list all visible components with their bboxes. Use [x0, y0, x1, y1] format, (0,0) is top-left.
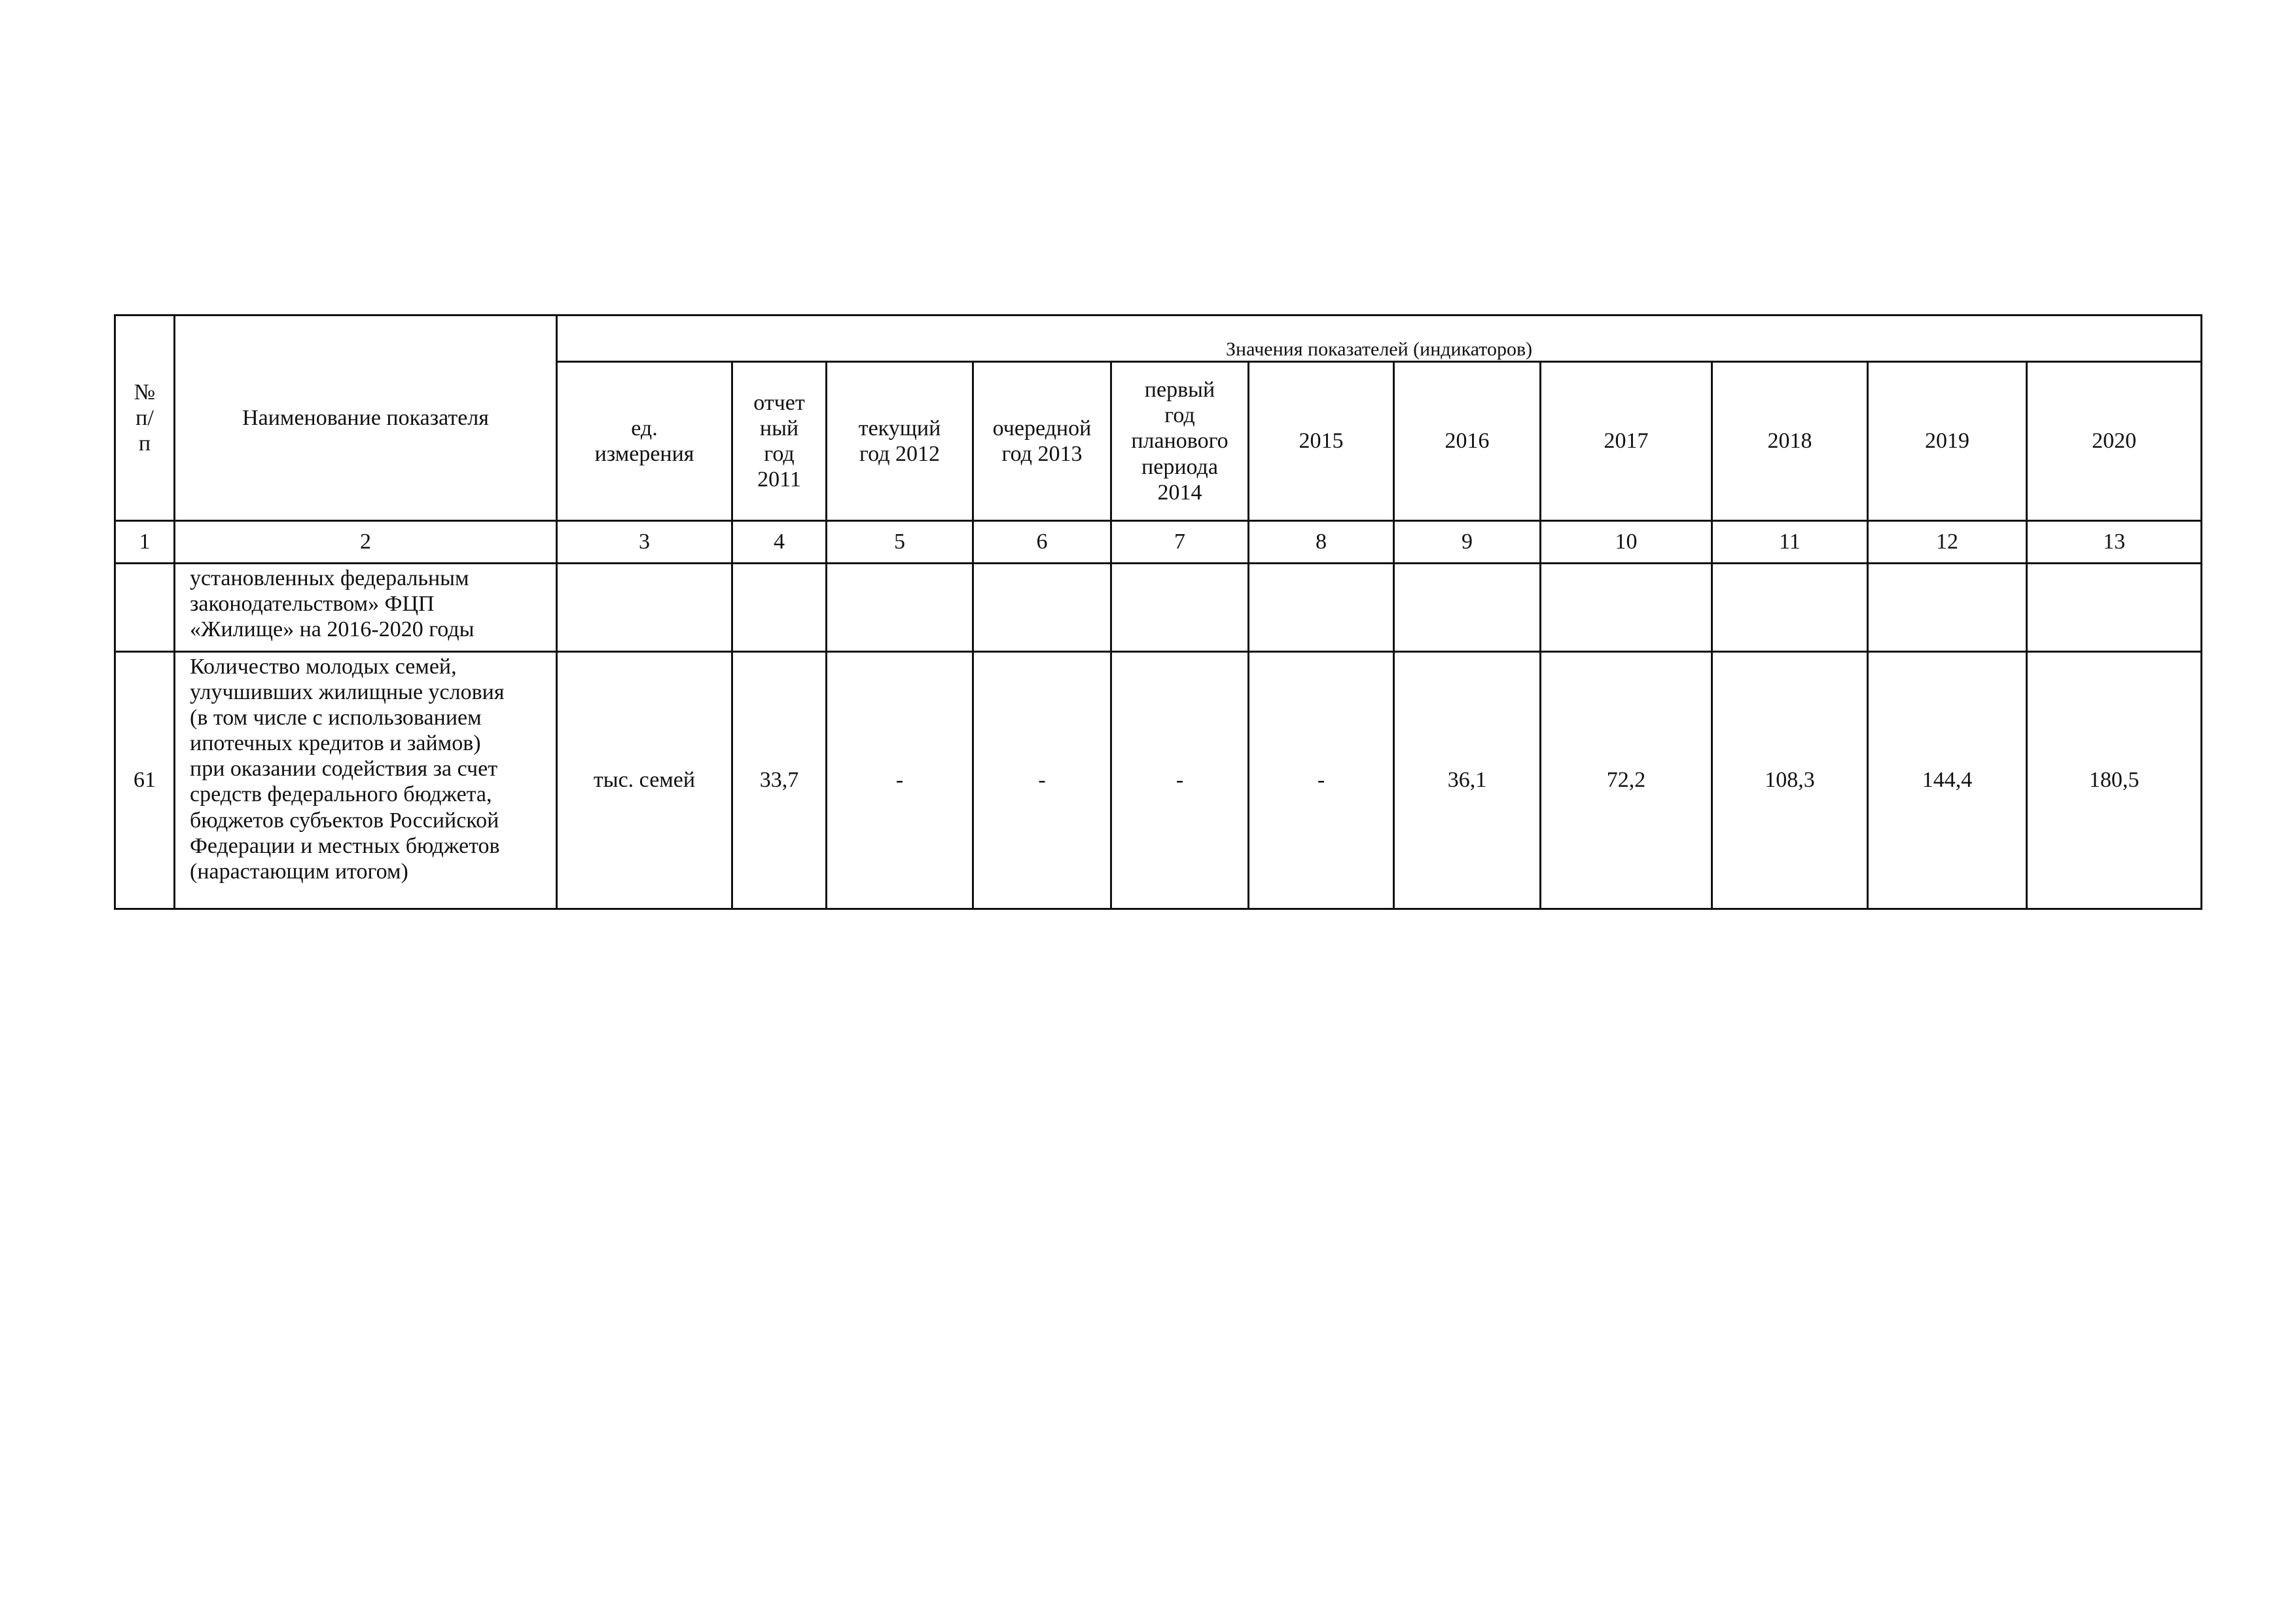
column-number: 11 — [1712, 521, 1868, 564]
empty-cell — [2027, 564, 2202, 652]
header-unit: ед. измерения — [557, 362, 732, 521]
header-year-2014: первый год планового периода 2014 — [1111, 362, 1249, 521]
empty-cell — [1394, 564, 1541, 652]
header-group-row — [115, 316, 2202, 362]
header-year-2016: 2016 — [1394, 362, 1541, 521]
column-number: 8 — [1249, 521, 1394, 564]
header-year-2012: текущий год 2012 — [827, 362, 973, 521]
column-number: 10 — [1541, 521, 1712, 564]
value-2015: - — [1249, 652, 1394, 909]
value-2019: 144,4 — [1868, 652, 2027, 909]
column-number: 5 — [827, 521, 973, 564]
indicator-name-continuation: установленных федеральным законодательством» ФЦП «Жилище» на 2016-2020 годы — [175, 564, 557, 652]
empty-cell — [973, 564, 1111, 652]
header-name: Наименование показателя — [175, 316, 557, 521]
header-year-2015: 2015 — [1249, 362, 1394, 521]
empty-cell — [1712, 564, 1868, 652]
empty-cell — [1249, 564, 1394, 652]
column-number: 7 — [1111, 521, 1249, 564]
empty-cell — [557, 564, 732, 652]
empty-cell — [1868, 564, 2027, 652]
column-number: 3 — [557, 521, 732, 564]
value-2016: 36,1 — [1394, 652, 1541, 909]
header-num: № п/ п — [115, 316, 175, 521]
empty-cell — [1541, 564, 1712, 652]
header-year-2017: 2017 — [1541, 362, 1712, 521]
column-number: 12 — [1868, 521, 2027, 564]
value-2011: 33,7 — [732, 652, 827, 909]
column-number: 13 — [2027, 521, 2202, 564]
column-number: 6 — [973, 521, 1111, 564]
header-year-2020: 2020 — [2027, 362, 2202, 521]
header-group-title: Значения показателей (индикаторов) — [557, 316, 2202, 362]
value-2018: 108,3 — [1712, 652, 1868, 909]
value-2014: - — [1111, 652, 1249, 909]
indicator-unit: тыс. семей — [557, 652, 732, 909]
indicators-table — [114, 314, 2202, 910]
empty-cell — [115, 564, 175, 652]
table-row-61 — [115, 652, 2202, 909]
column-number: 4 — [732, 521, 827, 564]
value-2012: - — [827, 652, 973, 909]
header-year-2018: 2018 — [1712, 362, 1868, 521]
column-number: 1 — [115, 521, 175, 564]
column-number: 2 — [175, 521, 557, 564]
table-row-continuation — [115, 564, 2202, 652]
value-2020: 180,5 — [2027, 652, 2202, 909]
column-numbers-row — [115, 521, 2202, 564]
indicator-name: Количество молодых семей, улучшивших жилищные условия (в том числе с использованием ипотечных кредитов и займов) при оказании содействия за счет средств федерального бюджета, бюджетов субъектов Российской Федерации и местных бюджетов (нарастающим итогом) — [175, 652, 557, 909]
empty-cell — [827, 564, 973, 652]
header-year-2019: 2019 — [1868, 362, 2027, 521]
empty-cell — [1111, 564, 1249, 652]
value-2017: 72,2 — [1541, 652, 1712, 909]
column-number: 9 — [1394, 521, 1541, 564]
row-number: 61 — [115, 652, 175, 909]
empty-cell — [732, 564, 827, 652]
value-2013: - — [973, 652, 1111, 909]
header-year-2011: отчет ный год 2011 — [732, 362, 827, 521]
header-year-2013: очередной год 2013 — [973, 362, 1111, 521]
